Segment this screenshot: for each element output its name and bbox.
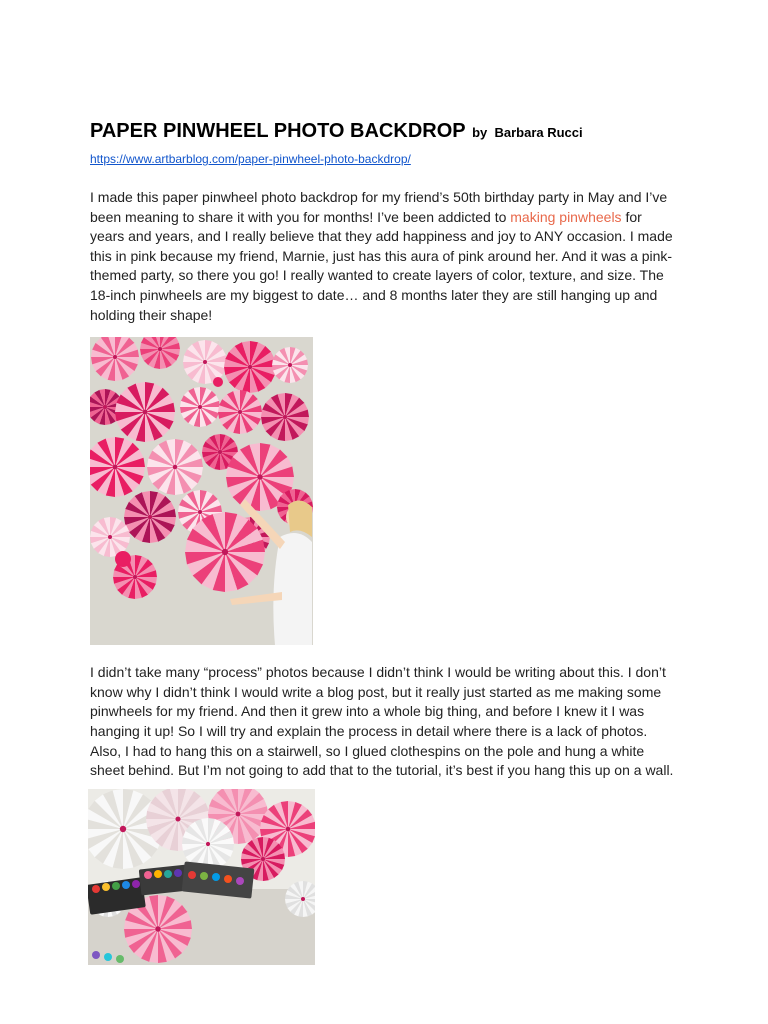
pinwheel-backdrop-photo [90,337,313,645]
making-pinwheels-link[interactable]: making pinwheels [510,208,622,225]
paragraph-intro-before: I made this paper pinwheel photo backdrop for my friend’s 50th birthday party in May and I’ve been meaning to share it with you for months! I’ve been addicted to [90,189,668,225]
source-url-link[interactable]: https://www.artbarblog.com/paper-pinwheel-photo-backdrop/ [90,152,411,166]
author-name: Barbara Rucci [494,125,583,140]
pinwheel-backdrop-illustration [90,337,313,645]
pinwheel-supplies-photo [88,789,315,965]
title-line [90,118,678,146]
byline [472,125,583,140]
paragraph-intro [90,188,678,325]
paragraph-process: I didn’t take many “process” photos because I didn’t think I would be writing about this. I don’t know why I didn’t think I would write a blog post, but it really just started as me making some pinwheels for my friend. And then it grew into a whole big thing, and before I knew it I was hanging it up! So I will try and explain the process in detail where there is a lack of photos. [90,664,666,739]
by-label: by [472,125,488,140]
pinwheel-supplies-illustration [88,789,315,965]
article-title: PAPER PINWHEEL PHOTO BACKDROP [90,120,466,142]
paragraph-stairwell: Also, I had to hang this on a stairwell, so I glued clothespins on the pole and hung a white sheet behind. But I’m not going to add that to the tutorial, it’s best if you hang this up on a wall. [90,742,674,779]
paragraph-intro-after: for years and years, and I really believe that they add happiness and joy to ANY occasion. I made this in pink because my friend, Marnie, just has this aura of pink around her. And it was a pink-themed party, so there you go! I really wanted to create layers of color, texture, and size. The 18-inch pinwheels are my biggest to date… and 8 months later they are still hanging up and holding their shape! [90,208,673,323]
